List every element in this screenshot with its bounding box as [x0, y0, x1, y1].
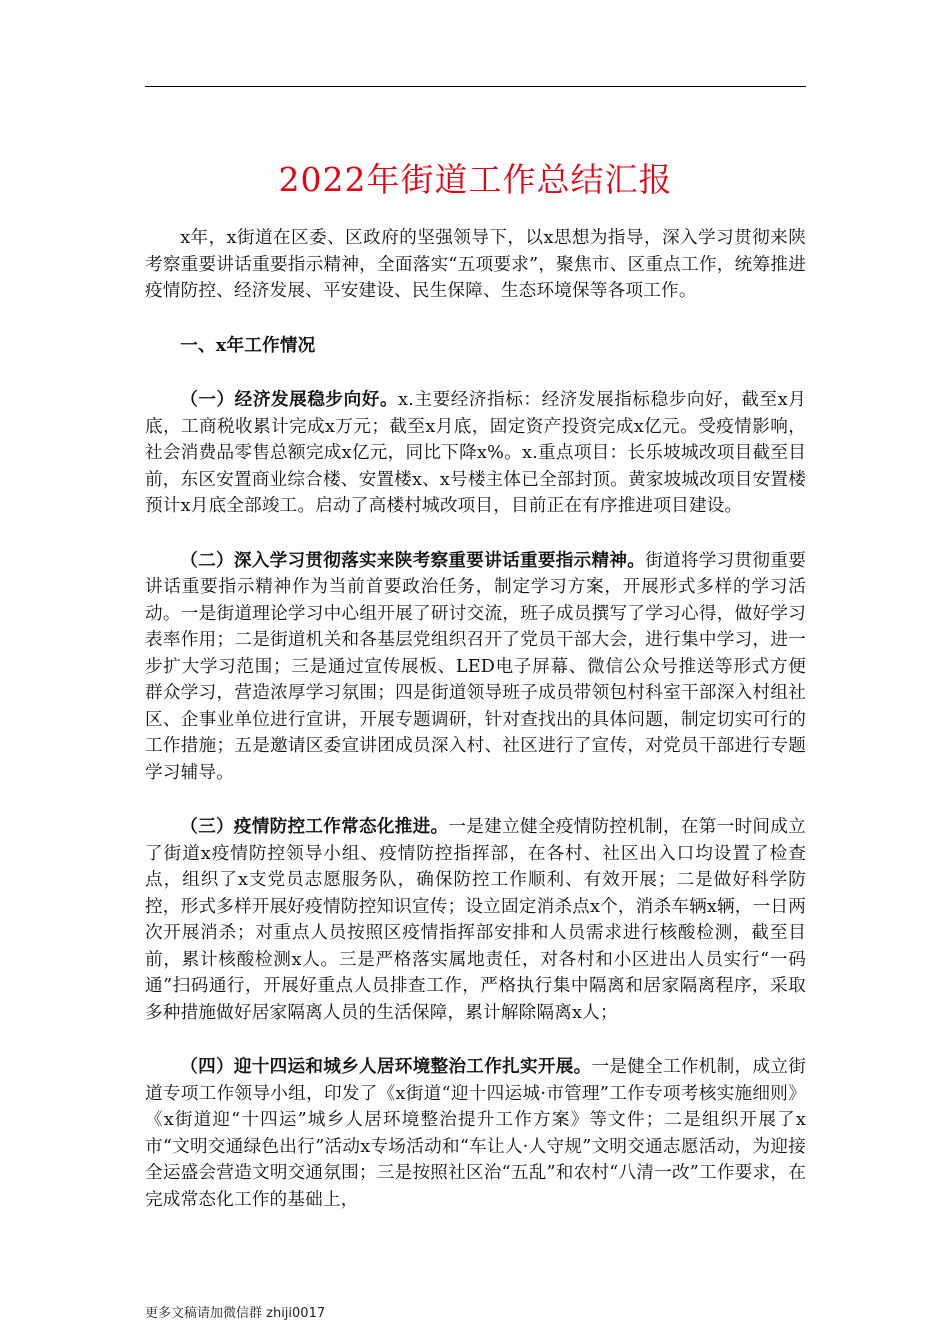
item-lead: （三）疫情防控工作常态化推进。: [180, 816, 449, 837]
item-text: 一是建立健全疫情防控机制，在第一时间成立了街道x疫情防控领导小组、疫情防控指挥部，在各村、社区出入口均设置了检查点，组织了x支党员志愿服务队，确保防控工作顺利、有效开展；二是做好科学防控，形式多样开展好疫情防控知识宣传；设立固定消杀点x个，消杀车辆x辆，一日两次开展消杀；对重点人员按照区疫情指挥部安排和人员需求进行核酸检测，截至目前，累计核酸检测x人。三是严格落实属地责任，对各村和小区进出人员实行“一码通”扫码通行，开展好重点人员排查工作，严格执行集中隔离和居家隔离程序，采取多种措施做好居家隔离人员的生活保障，累计解除隔离x人；: [145, 817, 806, 1023]
paragraph-item-1: [145, 387, 806, 520]
header-rule: [145, 86, 806, 87]
item-lead: （四）迎十四运和城乡人居环境整治工作扎实开展。: [180, 1056, 592, 1077]
paragraph-item-3: [145, 814, 806, 1026]
page-footer: 更多文稿请加微信群 zhiji0017: [145, 1306, 326, 1321]
item-lead: （二）深入学习贯彻落实来陕考察重要讲话重要指示精神。: [180, 549, 646, 571]
intro-paragraph: x年，x街道在区委、区政府的坚强领导下，以x思想为指导，深入学习贯彻来陕考察重要讲话重要指示精神，全面落实“五项要求”，聚焦市、区重点工作，统筹推进疫情防控、经济发展、平安建设、民生保障、生态环境保等各项工作。: [145, 228, 806, 301]
document-body: [145, 225, 806, 1213]
item-lead: （一）经济发展稳步向好。: [180, 389, 399, 410]
item-text: 一是健全工作机制，成立街道专项工作领导小组，印发了《x街道“迎十四运城·市管理”工作专项考核实施细则》《x街道迎“十四运”城乡人居环境整治提升工作方案》等文件；二是组织开展了x市“文明交通绿色出行”活动x专场活动和“车让人·人守规”文明交通志愿活动，为迎接全运盛会营造文明交通氛围；三是按照社区治“五乱”和农村“八清一改”工作要求，在完成常态化工作的基础上，: [145, 1057, 807, 1210]
item-text: x.主要经济指标：经济发展指标稳步向好，截至x月底，工商税收累计完成x万元；截至x月底，固定资产投资完成x亿元。受疫情影响，社会消费品零售总额完成x亿元，同比下降x%。x.重点项目：长乐坡城改项目截至目前，东区安置商业综合楼、安置楼x、x号楼主体已全部封顶。黄家坡城改项目安置楼预计x月底全部竣工。启动了高楼村城改项目，目前正在有序推进项目建设。: [145, 390, 806, 516]
paragraph-item-4: [145, 1054, 806, 1213]
page-title: 2022年街道工作总结汇报: [278, 160, 673, 199]
section-heading: 一、x年工作情况: [180, 334, 316, 356]
item-text: 街道将学习贯彻重要讲话重要指示精神作为当前首要政治任务，制定学习方案，开展形式多样的学习活动。一是街道理论学习中心组开展了研讨交流，班子成员撰写了学习心得，做好学习表率作用；二是街道机关和各基层党组织召开了党员干部大会，进行集中学习，进一步扩大学习范围；三是通过宣传展板、LED电子屏幕、微信公众号推送等形式方便群众学习，营造浓厚学习氛围；四是街道领导班子成员带领包村科室干部深入村组社区、企事业单位进行宣讲，开展专题调研，针对查找出的具体问题，制定切实可行的工作措施；五是邀请区委宣讲团成员深入村、社区进行了宣传，对党员干部进行专题学习辅导。: [145, 550, 806, 783]
paragraph-item-2: [145, 548, 806, 787]
